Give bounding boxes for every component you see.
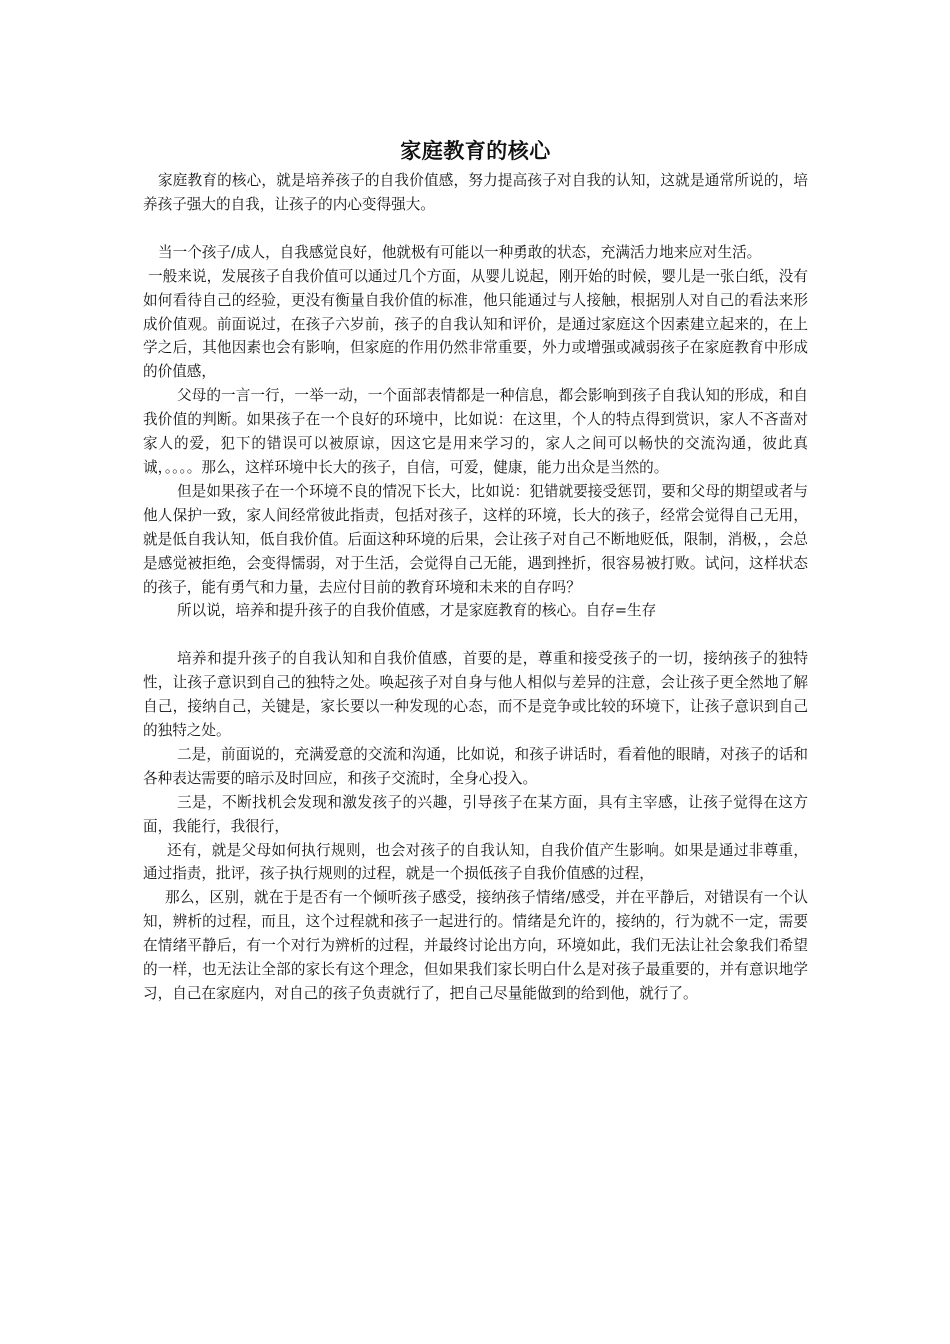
paragraph-6: 所以说，培养和提升孩子的自我价值感，才是家庭教育的核心。自存=生存 [177, 602, 657, 620]
document-title: 家庭教育的核心 [400, 139, 551, 163]
paragraph-1: 家庭教育的核心，就是培养孩子的自我价值感，努力提高孩子对自我的认知，这就是通常所说的，培养孩子强大的自我，让孩子的内心变得强大。 [143, 172, 808, 213]
paragraph-11: 那么，区别，就在于是否有一个倾听孩子感受，接纳孩子情绪/感受，并在平静后，对错误有一个认知，辨析的过程，而且，这个过程就和孩子一起进行的。情绪是允许的，接纳的，行为就不一定，需要在情绪平静后，有一个对行为辨析的过程，并最终讨论出方向，环境如此，我们无法让社会象我们希望的一样，也无法让全部的家长有这个理念，但如果我们家长明白什么是对孩子最重要的，并有意识地学习，自己在家庭内，对自己的孩子负责就行了，把自己尽量能做到的给到他，就行了。 [143, 889, 808, 1002]
paragraph-2: 当一个孩子/成人，自我感觉良好，他就极有可能以一种勇敢的状态，充满活力地来应对生活。 [158, 243, 762, 261]
paragraph-7: 培养和提升孩子的自我认知和自我价值感，首要的是，尊重和接受孩子的一切，接纳孩子的独特性，让孩子意识到自己的独特之处。唤起孩子对自身与他人相似与差异的注意，会让孩子更全然地了解自己，接纳自己，关键是，家长要以一种发现的心态，而不是竞争或比较的环境下，让孩子意识到自己的独特之处。 [143, 650, 808, 740]
paragraph-9: 三是，不断找机会发现和激发孩子的兴趣，引导孩子在某方面，具有主宰感，让孩子觉得在这方面，我能行，我很行， [143, 793, 808, 835]
paragraph-spacer [143, 217, 808, 241]
paragraph-spacer [143, 623, 808, 647]
paragraph-3: 一般来说，发展孩子自我价值可以通过几个方面，从婴儿说起，刚开始的时候，婴儿是一张白纸，没有如何看待自己的经验，更没有衡量自我价值的标准，他只能通过与人接触，根据别人对自己的看法来形成价值观。前面说过，在孩子六岁前，孩子的自我认知和评价，是通过家庭这个因素建立起来的，在上学之后，其他因素也会有影响，但家庭的作用仍然非常重要，外力或增强或减弱孩子在家庭教育中形成的价值感， [143, 267, 808, 381]
document-page [143, 136, 808, 1006]
paragraph-5: 但是如果孩子在一个环境不良的情况下长大，比如说：犯错就要接受惩罚，要和父母的期望或者与他人保护一致，家人间经常彼此指责，包括对孩子，这样的环境，长大的孩子，经常会觉得自己无用，就是低自我认知，低自我价值。后面这种环境的后果，会让孩子对自己不断地贬低，限制，消极，，会总是感觉被拒绝，会变得懦弱，对于生活，会觉得自己无能，遇到挫折，很容易被打败。试问，这样状态的孩子，能有勇气和力量，去应付目前的教育环境和未来的自存吗？ [143, 482, 808, 596]
paragraph-8: 二是，前面说的，充满爱意的交流和沟通，比如说，和孩子讲话时，看着他的眼睛，对孩子的话和各种表达需要的暗示及时回应，和孩子交流时，全身心投入。 [143, 745, 808, 787]
paragraph-4: 父母的一言一行，一举一动，一个面部表情都是一种信息，都会影响到孩子自我认知的形成，和自我价值的判断。如果孩子在一个良好的环境中，比如说：在这里，个人的特点得到赏识，家人不吝啬对家人的爱，犯下的错误可以被原谅，因这它是用来学习的，家人之间可以畅快的交流沟通，彼此真诚，。。。。那么，这样环境中长大的孩子，自信，可爱，健康，能力出众是当然的。 [143, 387, 808, 476]
paragraph-10: 还有，就是父母如何执行规则，也会对孩子的自我认知，自我价值产生影响。如果是通过非尊重，通过指责，批评，孩子执行规则的过程，就是一个损低孩子自我价值感的过程， [143, 841, 808, 883]
